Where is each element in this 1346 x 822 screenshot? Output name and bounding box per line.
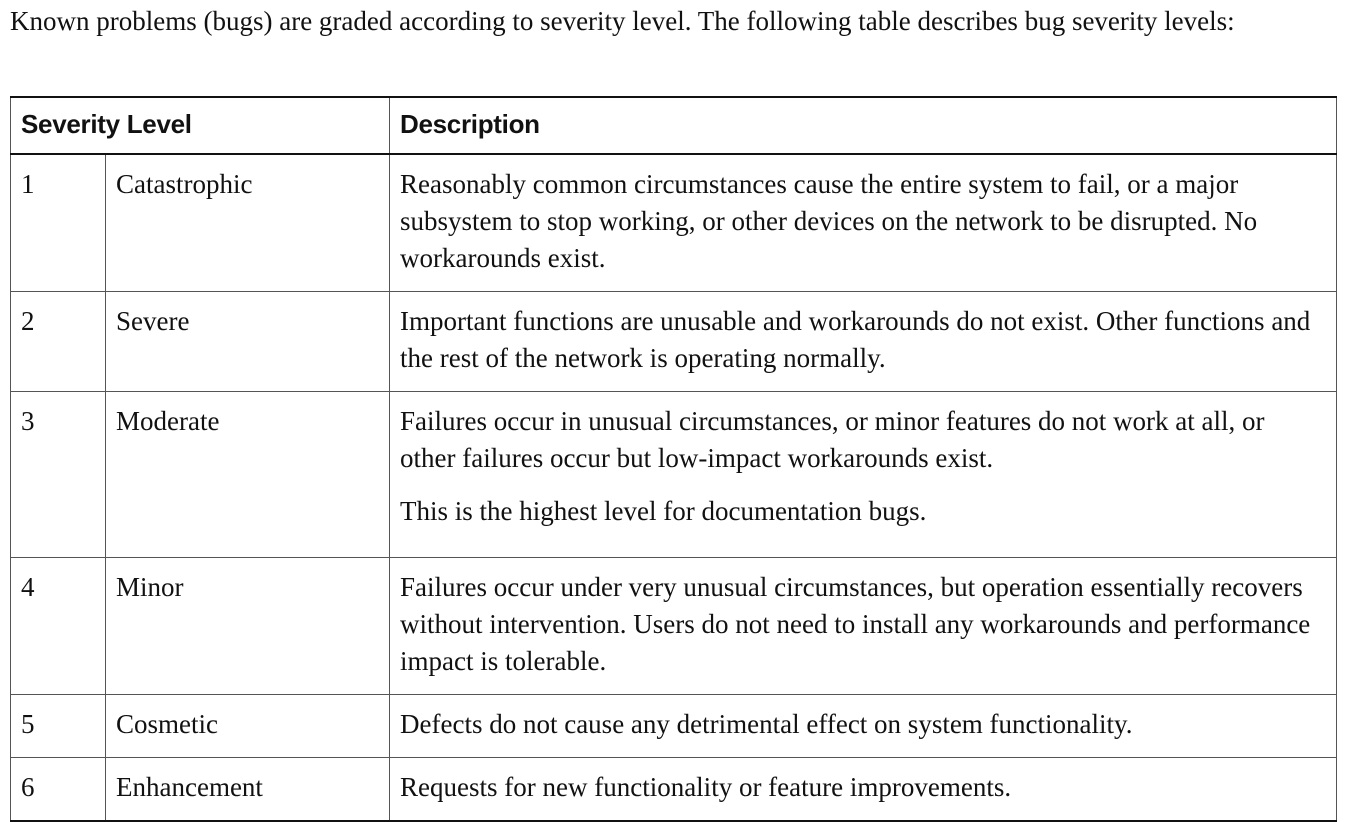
severity-number: 1: [11, 154, 106, 292]
intro-paragraph: Known problems (bugs) are graded according to severity level. The following table describes bug severity levels:: [10, 6, 1235, 36]
severity-name: Cosmetic: [106, 695, 390, 758]
severity-description: [390, 558, 1337, 695]
table-row: [11, 154, 1337, 292]
description-paragraph: Failures occur under very unusual circumstances, but operation essentially recovers without intervention. Users do not need to install any workarounds and performance impact is tolerable.: [400, 572, 1311, 676]
severity-number: 5: [11, 695, 106, 758]
description-paragraph: Requests for new functionality or feature improvements.: [400, 772, 1012, 802]
severity-number: 4: [11, 558, 106, 695]
description-paragraph: Important functions are unusable and workarounds do not exist. Other functions and the rest of the network is operating normally.: [400, 306, 1311, 373]
severity-name: Severe: [106, 292, 390, 392]
severity-description: [390, 758, 1337, 822]
severity-name: Moderate: [106, 392, 390, 558]
severity-number: 3: [11, 392, 106, 558]
description-paragraph: Defects do not cause any detrimental effect on system functionality.: [400, 709, 1133, 739]
severity-description: [390, 154, 1337, 292]
severity-description: [390, 695, 1337, 758]
severity-number: 6: [11, 758, 106, 822]
header-severity-level: Severity Level: [11, 97, 390, 154]
severity-name: Minor: [106, 558, 390, 695]
description-paragraph: Failures occur in unusual circumstances, or minor features do not work at all, or other failures occur but low-impact workarounds exist.: [400, 406, 1265, 473]
severity-description: [390, 292, 1337, 392]
table-row: [11, 558, 1337, 695]
table-row: [11, 695, 1337, 758]
severity-table: [10, 96, 1337, 822]
table-row: [11, 392, 1337, 558]
severity-description: [390, 392, 1337, 558]
table-row: [11, 758, 1337, 822]
severity-name: Catastrophic: [106, 154, 390, 292]
table-row: [11, 292, 1337, 392]
description-note: This is the highest level for documentation bugs.: [400, 496, 927, 526]
header-description: Description: [390, 97, 1337, 154]
severity-number: 2: [11, 292, 106, 392]
description-paragraph: Reasonably common circumstances cause the entire system to fail, or a major subsystem to stop working, or other devices on the network to be disrupted. No workarounds exist.: [400, 169, 1258, 273]
severity-name: Enhancement: [106, 758, 390, 822]
table-header-row: [11, 97, 1337, 154]
